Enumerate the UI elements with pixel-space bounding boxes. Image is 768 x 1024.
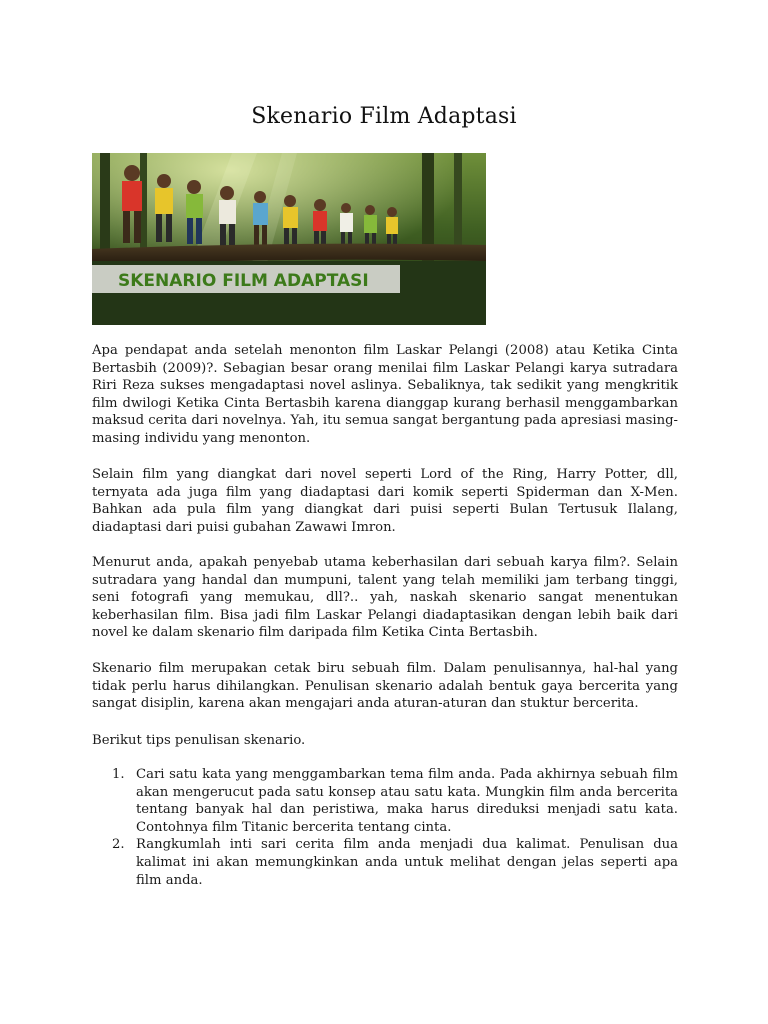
document-title: Skenario Film Adaptasi: [251, 104, 517, 129]
paragraph-4: Skenario film merupakan cetak biru sebuah film. Dalam penulisannya, hal-hal yang tidak perlu harus dihilangkan. Penulisan skenario adalah bentuk gaya bercerita yang sangat disiplin, karena akan mengajari anda aturan-aturan dan stuktur bercerita.: [92, 661, 678, 712]
list-item-number: 2.: [112, 837, 125, 853]
paragraph-1: Apa pendapat anda setelah menonton film Laskar Pelangi (2008) atau Ketika Cinta Bertasbih (2009)?. Sebagian besar orang menilai film Laskar Pelangi karya sutradara Riri Reza sukses mengadaptasi novel aslinya. Sebaliknya, tak sedikit yang mengkritik film dwilogi Ketika Cinta Bertasbih karena dianggap kurang berhasil menggambarkan maksud cerita dari novelnya. Yah, itu semua sangat bergantung pada apresiasi masing-masing individu yang menonton.: [92, 343, 678, 446]
paragraph-2: Selain film yang diangkat dari novel seperti Lord of the Ring, Harry Potter, dll, ternyata ada juga film yang diadaptasi dari komik seperti Spiderman dan X-Men. Bahkan ada pula film yang diangkat dari puisi seperti Bulan Tertusuk Ilalang, diadaptasi dari puisi gubahan Zawawi Imron.: [92, 467, 678, 535]
list-item-number: 1.: [112, 767, 125, 782]
tips-list: [92, 766, 678, 889]
banner-image: [92, 153, 486, 325]
list-item: [92, 836, 678, 889]
list-item-text: Cari satu kata yang menggambarkan tema film anda. Pada akhirnya sebuah film akan mengerucut pada satu konsep atau satu kata. Mungkin film anda bercerita tentang banyak hal dan peristiwa, maka harus direduksi menjadi satu kata. Contohnya film Titanic bercerita tentang cinta.: [136, 767, 678, 835]
paragraph-5: Berikut tips penulisan skenario.: [92, 733, 306, 748]
banner-caption: SKENARIO FILM ADAPTASI: [118, 271, 369, 291]
paragraph-3: Menurut anda, apakah penyebab utama keberhasilan dari sebuah karya film?. Selain sutradara yang handal dan mumpuni, talent yang telah memiliki jam terbang tinggi, seni fotografi yang memukau, dll?.. yah, naskah skenario sangat menentukan keberhasilan film. Bisa jadi film Laskar Pelangi diadaptasikan dengan lebih baik dari novel ke dalam skenario film daripada film Ketika Cinta Bertasbih.: [92, 555, 678, 641]
list-item-text: Rangkumlah inti sari cerita film anda menjadi dua kalimat. Penulisan dua kalimat ini akan memungkinkan anda untuk melihat dengan jelas seperti apa film anda.: [136, 837, 678, 888]
list-item: [92, 766, 678, 836]
